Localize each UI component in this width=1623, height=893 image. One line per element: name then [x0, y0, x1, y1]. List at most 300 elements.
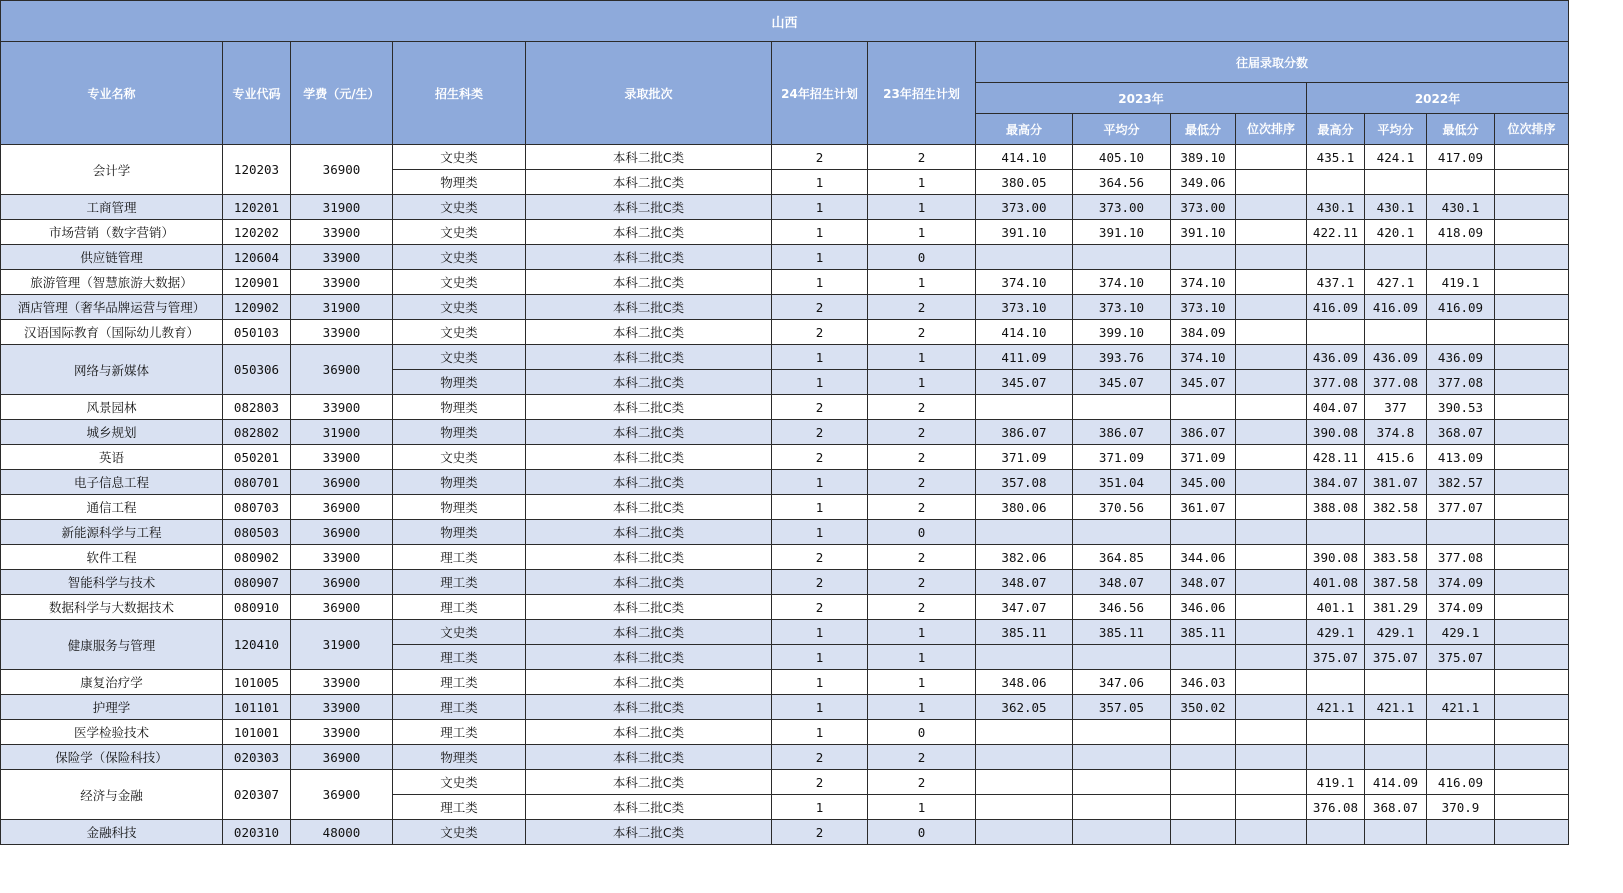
category-cell: 理工类: [393, 795, 526, 820]
score-2023-min-cell: 386.07: [1171, 420, 1236, 445]
score-2023-avg-cell: 373.10: [1073, 295, 1171, 320]
plan-2024-cell: 1: [772, 645, 868, 670]
major-code-cell: 120202: [223, 220, 291, 245]
table-row: [1, 695, 1569, 720]
batch-cell: 本科二批C类: [526, 445, 772, 470]
tuition-cell: 33900: [291, 395, 393, 420]
score-2023-max-cell: [976, 820, 1073, 845]
score-2022-avg-cell: 416.09: [1365, 295, 1427, 320]
score-2023-avg-cell: 371.09: [1073, 445, 1171, 470]
score-2022-rank-cell: [1495, 195, 1569, 220]
plan-2023-cell: 1: [868, 370, 976, 395]
tuition-cell: 31900: [291, 420, 393, 445]
header-2023-rank: 位次排序: [1236, 114, 1307, 145]
score-2023-max-cell: [976, 795, 1073, 820]
plan-2023-cell: 2: [868, 295, 976, 320]
plan-2023-cell: 2: [868, 470, 976, 495]
score-2023-avg-cell: 393.76: [1073, 345, 1171, 370]
score-2022-min-cell: 377.08: [1427, 545, 1495, 570]
batch-cell: 本科二批C类: [526, 345, 772, 370]
header-2022-avg: 平均分: [1365, 114, 1427, 145]
major-name-cell: 会计学: [1, 145, 223, 195]
table-row: [1, 320, 1569, 345]
major-code-cell: 080902: [223, 545, 291, 570]
plan-2023-cell: 0: [868, 245, 976, 270]
score-2022-rank-cell: [1495, 645, 1569, 670]
plan-2023-cell: 2: [868, 570, 976, 595]
score-2022-max-cell: 416.09: [1307, 295, 1365, 320]
score-2023-rank-cell: [1236, 395, 1307, 420]
score-2023-min-cell: 346.06: [1171, 595, 1236, 620]
score-2023-max-cell: 347.07: [976, 595, 1073, 620]
score-2022-max-cell: 390.08: [1307, 420, 1365, 445]
category-cell: 物理类: [393, 470, 526, 495]
category-cell: 理工类: [393, 720, 526, 745]
score-2022-min-cell: 416.09: [1427, 295, 1495, 320]
batch-cell: 本科二批C类: [526, 420, 772, 445]
major-code-cell: 120201: [223, 195, 291, 220]
plan-2023-cell: 1: [868, 170, 976, 195]
score-2022-max-cell: 419.1: [1307, 770, 1365, 795]
plan-2023-cell: 1: [868, 270, 976, 295]
table-row: [1, 445, 1569, 470]
tuition-cell: 33900: [291, 220, 393, 245]
score-2022-max-cell: 422.11: [1307, 220, 1365, 245]
header-major-name: 专业名称: [1, 42, 223, 145]
header-year-2022: 2022年: [1307, 83, 1569, 114]
score-2022-avg-cell: [1365, 745, 1427, 770]
score-2023-min-cell: 361.07: [1171, 495, 1236, 520]
score-2023-rank-cell: [1236, 495, 1307, 520]
score-2022-max-cell: [1307, 670, 1365, 695]
score-2023-min-cell: [1171, 795, 1236, 820]
score-2022-min-cell: [1427, 520, 1495, 545]
category-cell: 理工类: [393, 570, 526, 595]
score-2023-avg-cell: [1073, 520, 1171, 545]
score-2022-min-cell: 416.09: [1427, 770, 1495, 795]
table-row: [1, 620, 1569, 645]
tuition-cell: 33900: [291, 270, 393, 295]
score-2023-min-cell: [1171, 245, 1236, 270]
category-cell: 文史类: [393, 770, 526, 795]
score-2022-max-cell: 421.1: [1307, 695, 1365, 720]
category-cell: 物理类: [393, 495, 526, 520]
score-2022-min-cell: 390.53: [1427, 395, 1495, 420]
major-name-cell: 英语: [1, 445, 223, 470]
score-2022-avg-cell: 383.58: [1365, 545, 1427, 570]
score-2022-rank-cell: [1495, 270, 1569, 295]
major-code-cell: 120902: [223, 295, 291, 320]
score-2023-min-cell: [1171, 520, 1236, 545]
table-row: [1, 545, 1569, 570]
score-2022-rank-cell: [1495, 795, 1569, 820]
plan-2023-cell: 2: [868, 395, 976, 420]
score-2023-rank-cell: [1236, 220, 1307, 245]
score-2023-rank-cell: [1236, 520, 1307, 545]
score-2023-max-cell: 348.06: [976, 670, 1073, 695]
score-2022-rank-cell: [1495, 295, 1569, 320]
major-name-cell: 数据科学与大数据技术: [1, 595, 223, 620]
score-2023-rank-cell: [1236, 295, 1307, 320]
plan-2024-cell: 2: [772, 395, 868, 420]
score-2022-rank-cell: [1495, 345, 1569, 370]
category-cell: 文史类: [393, 445, 526, 470]
table-row: [1, 570, 1569, 595]
batch-cell: 本科二批C类: [526, 745, 772, 770]
plan-2023-cell: 1: [868, 645, 976, 670]
score-2022-max-cell: [1307, 520, 1365, 545]
tuition-cell: 33900: [291, 670, 393, 695]
score-2022-avg-cell: 430.1: [1365, 195, 1427, 220]
score-2023-rank-cell: [1236, 595, 1307, 620]
score-2023-rank-cell: [1236, 445, 1307, 470]
score-2023-avg-cell: 348.07: [1073, 570, 1171, 595]
score-2023-avg-cell: [1073, 795, 1171, 820]
score-2023-avg-cell: 346.56: [1073, 595, 1171, 620]
score-2023-max-cell: 380.05: [976, 170, 1073, 195]
table-row: [1, 470, 1569, 495]
batch-cell: 本科二批C类: [526, 520, 772, 545]
score-2022-avg-cell: 377: [1365, 395, 1427, 420]
plan-2024-cell: 1: [772, 670, 868, 695]
score-2022-avg-cell: 414.09: [1365, 770, 1427, 795]
batch-cell: 本科二批C类: [526, 545, 772, 570]
score-2022-max-cell: 436.09: [1307, 345, 1365, 370]
table-row: [1, 520, 1569, 545]
plan-2024-cell: 1: [772, 695, 868, 720]
category-cell: 理工类: [393, 670, 526, 695]
plan-2023-cell: 2: [868, 745, 976, 770]
major-name-cell: 供应链管理: [1, 245, 223, 270]
header-year-2023: 2023年: [976, 83, 1307, 114]
batch-cell: 本科二批C类: [526, 270, 772, 295]
score-2023-min-cell: 371.09: [1171, 445, 1236, 470]
plan-2024-cell: 2: [772, 820, 868, 845]
major-name-cell: 通信工程: [1, 495, 223, 520]
score-2023-avg-cell: 399.10: [1073, 320, 1171, 345]
score-2023-rank-cell: [1236, 345, 1307, 370]
table-row: [1, 295, 1569, 320]
category-cell: 物理类: [393, 370, 526, 395]
score-2022-max-cell: 390.08: [1307, 545, 1365, 570]
score-2023-max-cell: 373.10: [976, 295, 1073, 320]
score-2023-avg-cell: 373.00: [1073, 195, 1171, 220]
score-2023-max-cell: 373.00: [976, 195, 1073, 220]
major-name-cell: 经济与金融: [1, 770, 223, 820]
header-2022-min: 最低分: [1427, 114, 1495, 145]
major-name-cell: 康复治疗学: [1, 670, 223, 695]
score-2023-avg-cell: [1073, 395, 1171, 420]
table-row: [1, 145, 1569, 170]
score-2023-avg-cell: [1073, 820, 1171, 845]
score-2023-min-cell: 345.00: [1171, 470, 1236, 495]
major-code-cell: 080910: [223, 595, 291, 620]
score-2023-min-cell: 373.00: [1171, 195, 1236, 220]
score-2022-rank-cell: [1495, 595, 1569, 620]
tuition-cell: 48000: [291, 820, 393, 845]
score-2023-max-cell: 382.06: [976, 545, 1073, 570]
header-major-code: 专业代码: [223, 42, 291, 145]
score-2022-avg-cell: 424.1: [1365, 145, 1427, 170]
score-2022-rank-cell: [1495, 620, 1569, 645]
batch-cell: 本科二批C类: [526, 145, 772, 170]
tuition-cell: 36900: [291, 470, 393, 495]
score-2023-min-cell: [1171, 645, 1236, 670]
category-cell: 文史类: [393, 620, 526, 645]
table-row: [1, 670, 1569, 695]
score-2022-avg-cell: 382.58: [1365, 495, 1427, 520]
category-cell: 物理类: [393, 745, 526, 770]
batch-cell: 本科二批C类: [526, 820, 772, 845]
score-2023-max-cell: [976, 520, 1073, 545]
score-2023-min-cell: 373.10: [1171, 295, 1236, 320]
header-batch: 录取批次: [526, 42, 772, 145]
score-2022-min-cell: 375.07: [1427, 645, 1495, 670]
score-2023-max-cell: [976, 770, 1073, 795]
major-name-cell: 健康服务与管理: [1, 620, 223, 670]
category-cell: 文史类: [393, 245, 526, 270]
score-2023-min-cell: 385.11: [1171, 620, 1236, 645]
score-2022-min-cell: 377.08: [1427, 370, 1495, 395]
tuition-cell: 36900: [291, 345, 393, 395]
score-2023-max-cell: 380.06: [976, 495, 1073, 520]
tuition-cell: 33900: [291, 720, 393, 745]
tuition-cell: 31900: [291, 620, 393, 670]
table-row: [1, 495, 1569, 520]
plan-2024-cell: 1: [772, 245, 868, 270]
score-2022-rank-cell: [1495, 370, 1569, 395]
score-2022-min-cell: 436.09: [1427, 345, 1495, 370]
score-2022-rank-cell: [1495, 145, 1569, 170]
category-cell: 理工类: [393, 695, 526, 720]
score-2023-rank-cell: [1236, 620, 1307, 645]
plan-2023-cell: 1: [868, 345, 976, 370]
batch-cell: 本科二批C类: [526, 595, 772, 620]
score-2023-max-cell: 411.09: [976, 345, 1073, 370]
score-2022-avg-cell: 436.09: [1365, 345, 1427, 370]
tuition-cell: 36900: [291, 570, 393, 595]
plan-2024-cell: 2: [772, 545, 868, 570]
plan-2024-cell: 1: [772, 195, 868, 220]
major-name-cell: 软件工程: [1, 545, 223, 570]
score-2022-min-cell: 370.9: [1427, 795, 1495, 820]
major-name-cell: 电子信息工程: [1, 470, 223, 495]
score-2023-max-cell: [976, 645, 1073, 670]
score-2023-max-cell: [976, 245, 1073, 270]
score-2022-avg-cell: 381.07: [1365, 470, 1427, 495]
plan-2024-cell: 2: [772, 595, 868, 620]
score-2023-max-cell: 385.11: [976, 620, 1073, 645]
score-2022-max-cell: 377.08: [1307, 370, 1365, 395]
score-2023-rank-cell: [1236, 245, 1307, 270]
score-2022-rank-cell: [1495, 495, 1569, 520]
plan-2023-cell: 0: [868, 520, 976, 545]
score-2022-min-cell: [1427, 820, 1495, 845]
score-2023-rank-cell: [1236, 645, 1307, 670]
plan-2023-cell: 2: [868, 320, 976, 345]
score-2022-min-cell: 413.09: [1427, 445, 1495, 470]
batch-cell: 本科二批C类: [526, 495, 772, 520]
score-2023-avg-cell: 374.10: [1073, 270, 1171, 295]
category-cell: 文史类: [393, 195, 526, 220]
tuition-cell: 33900: [291, 245, 393, 270]
major-name-cell: 医学检验技术: [1, 720, 223, 745]
score-2023-avg-cell: 364.56: [1073, 170, 1171, 195]
score-2023-min-cell: 384.09: [1171, 320, 1236, 345]
score-2023-min-cell: 374.10: [1171, 345, 1236, 370]
batch-cell: 本科二批C类: [526, 195, 772, 220]
score-2023-rank-cell: [1236, 370, 1307, 395]
table-row: [1, 420, 1569, 445]
plan-2023-cell: 2: [868, 495, 976, 520]
plan-2024-cell: 1: [772, 620, 868, 645]
score-2023-avg-cell: 364.85: [1073, 545, 1171, 570]
score-2023-max-cell: 348.07: [976, 570, 1073, 595]
plan-2024-cell: 1: [772, 345, 868, 370]
score-2022-avg-cell: [1365, 520, 1427, 545]
score-2023-rank-cell: [1236, 720, 1307, 745]
major-code-cell: 101001: [223, 720, 291, 745]
score-2023-max-cell: 362.05: [976, 695, 1073, 720]
header-2023-avg: 平均分: [1073, 114, 1171, 145]
score-2023-max-cell: 386.07: [976, 420, 1073, 445]
batch-cell: 本科二批C类: [526, 795, 772, 820]
header-plan-2024: 24年招生计划: [772, 42, 868, 145]
tuition-cell: 36900: [291, 770, 393, 820]
score-2022-avg-cell: 377.08: [1365, 370, 1427, 395]
plan-2024-cell: 2: [772, 145, 868, 170]
score-2023-rank-cell: [1236, 570, 1307, 595]
header-category: 招生科类: [393, 42, 526, 145]
plan-2024-cell: 2: [772, 295, 868, 320]
score-2023-avg-cell: 405.10: [1073, 145, 1171, 170]
score-2023-min-cell: 350.02: [1171, 695, 1236, 720]
score-2023-max-cell: 414.10: [976, 145, 1073, 170]
score-2023-avg-cell: 385.11: [1073, 620, 1171, 645]
plan-2023-cell: 1: [868, 795, 976, 820]
major-name-cell: 城乡规划: [1, 420, 223, 445]
score-2023-rank-cell: [1236, 545, 1307, 570]
major-code-cell: 050201: [223, 445, 291, 470]
major-name-cell: 旅游管理（智慧旅游大数据）: [1, 270, 223, 295]
category-cell: 文史类: [393, 295, 526, 320]
plan-2023-cell: 2: [868, 770, 976, 795]
plan-2023-cell: 2: [868, 145, 976, 170]
score-2022-max-cell: [1307, 720, 1365, 745]
plan-2024-cell: 1: [772, 470, 868, 495]
major-name-cell: 工商管理: [1, 195, 223, 220]
score-2023-avg-cell: 357.05: [1073, 695, 1171, 720]
score-2022-avg-cell: 368.07: [1365, 795, 1427, 820]
score-2022-max-cell: [1307, 820, 1365, 845]
score-2022-max-cell: [1307, 745, 1365, 770]
score-2022-min-cell: 377.07: [1427, 495, 1495, 520]
major-code-cell: 101005: [223, 670, 291, 695]
score-2023-max-cell: [976, 745, 1073, 770]
score-2022-min-cell: [1427, 320, 1495, 345]
major-code-cell: 080907: [223, 570, 291, 595]
score-2022-max-cell: [1307, 320, 1365, 345]
major-name-cell: 汉语国际教育（国际幼儿教育）: [1, 320, 223, 345]
batch-cell: 本科二批C类: [526, 695, 772, 720]
score-2023-min-cell: 344.06: [1171, 545, 1236, 570]
score-2022-rank-cell: [1495, 445, 1569, 470]
plan-2023-cell: 1: [868, 670, 976, 695]
major-code-cell: 082803: [223, 395, 291, 420]
score-2022-min-cell: 421.1: [1427, 695, 1495, 720]
batch-cell: 本科二批C类: [526, 295, 772, 320]
category-cell: 物理类: [393, 520, 526, 545]
plan-2023-cell: 2: [868, 420, 976, 445]
score-2022-avg-cell: [1365, 320, 1427, 345]
score-2022-rank-cell: [1495, 520, 1569, 545]
score-2022-avg-cell: [1365, 245, 1427, 270]
table-row: [1, 745, 1569, 770]
table-row: [1, 245, 1569, 270]
tuition-cell: 33900: [291, 545, 393, 570]
score-2023-rank-cell: [1236, 170, 1307, 195]
score-2023-min-cell: 345.07: [1171, 370, 1236, 395]
score-2022-max-cell: 375.07: [1307, 645, 1365, 670]
score-2023-rank-cell: [1236, 670, 1307, 695]
score-2022-max-cell: 404.07: [1307, 395, 1365, 420]
score-2023-max-cell: 374.10: [976, 270, 1073, 295]
table-row: [1, 770, 1569, 795]
tuition-cell: 36900: [291, 495, 393, 520]
score-2023-max-cell: 391.10: [976, 220, 1073, 245]
score-2022-avg-cell: 375.07: [1365, 645, 1427, 670]
score-2022-max-cell: 401.08: [1307, 570, 1365, 595]
tuition-cell: 33900: [291, 445, 393, 470]
plan-2024-cell: 2: [772, 420, 868, 445]
table-row: [1, 345, 1569, 370]
score-2023-rank-cell: [1236, 195, 1307, 220]
score-2022-rank-cell: [1495, 770, 1569, 795]
score-2022-rank-cell: [1495, 745, 1569, 770]
score-2023-rank-cell: [1236, 745, 1307, 770]
category-cell: 理工类: [393, 595, 526, 620]
score-2022-rank-cell: [1495, 395, 1569, 420]
major-name-cell: 风景园林: [1, 395, 223, 420]
score-2023-rank-cell: [1236, 770, 1307, 795]
table-row: [1, 595, 1569, 620]
score-2022-max-cell: 430.1: [1307, 195, 1365, 220]
score-2022-max-cell: 401.1: [1307, 595, 1365, 620]
plan-2024-cell: 2: [772, 745, 868, 770]
major-name-cell: 智能科学与技术: [1, 570, 223, 595]
category-cell: 文史类: [393, 145, 526, 170]
score-2023-min-cell: [1171, 745, 1236, 770]
batch-cell: 本科二批C类: [526, 620, 772, 645]
tuition-cell: 31900: [291, 195, 393, 220]
header-2023-min: 最低分: [1171, 114, 1236, 145]
major-code-cell: 020307: [223, 770, 291, 820]
plan-2023-cell: 0: [868, 720, 976, 745]
major-code-cell: 082802: [223, 420, 291, 445]
score-2022-max-cell: [1307, 245, 1365, 270]
score-2022-rank-cell: [1495, 720, 1569, 745]
score-2022-rank-cell: [1495, 545, 1569, 570]
major-code-cell: 120203: [223, 145, 291, 195]
category-cell: 理工类: [393, 545, 526, 570]
batch-cell: 本科二批C类: [526, 770, 772, 795]
major-code-cell: 120410: [223, 620, 291, 670]
table-row: [1, 195, 1569, 220]
batch-cell: 本科二批C类: [526, 570, 772, 595]
major-name-cell: 酒店管理（奢华品牌运营与管理）: [1, 295, 223, 320]
score-2022-min-cell: 418.09: [1427, 220, 1495, 245]
score-2023-max-cell: 357.08: [976, 470, 1073, 495]
